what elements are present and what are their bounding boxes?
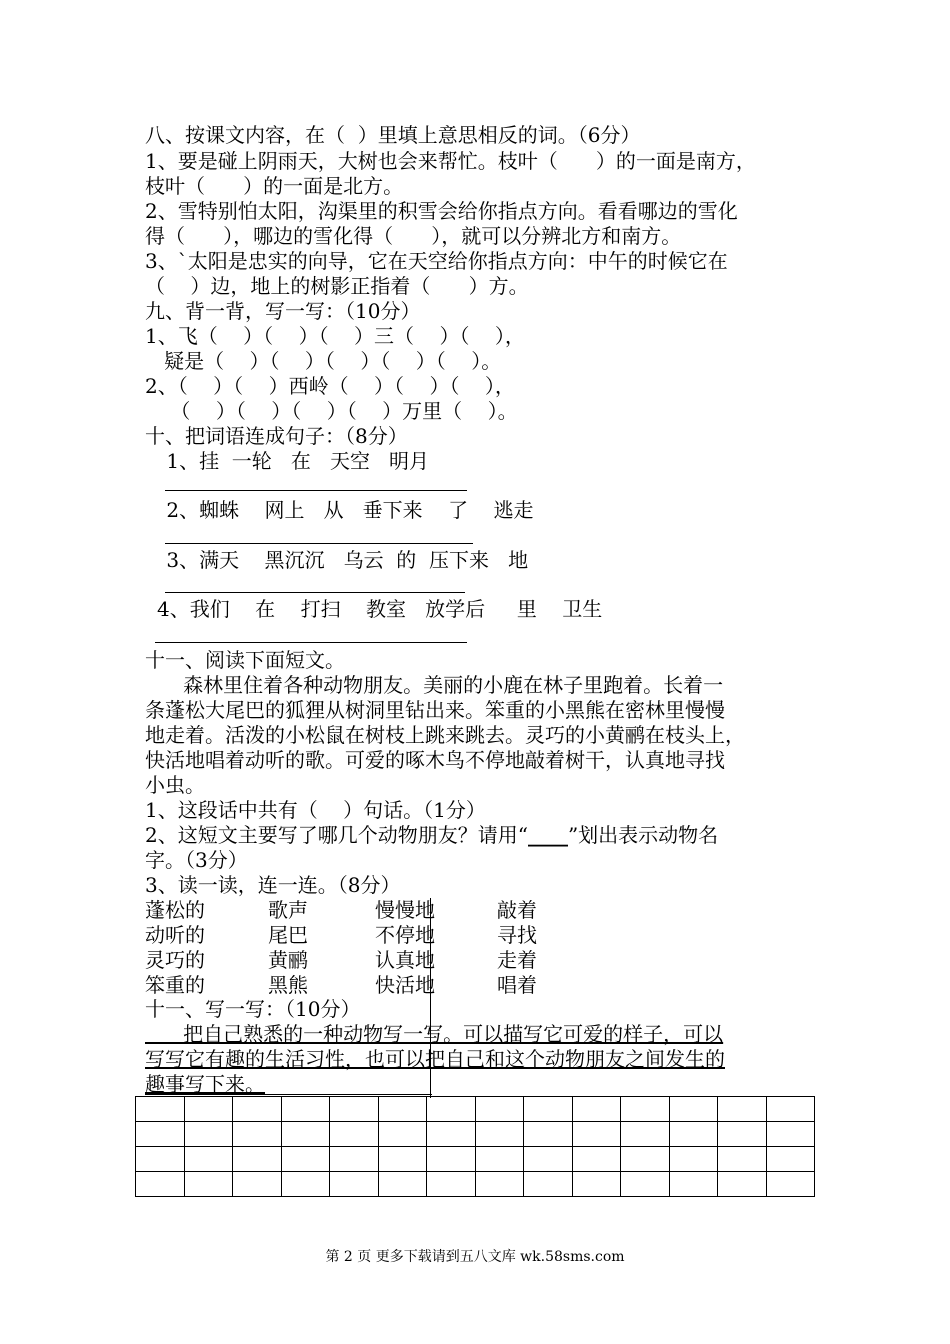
- match-item: 走着: [497, 948, 537, 972]
- section8-title: 八、按课文内容，在（ ）里填上意思相反的词。（6分）: [145, 123, 641, 147]
- answer-line: [165, 490, 467, 491]
- section8-line: 3、`太阳是忠实的向导，它在天空给你指点方向：中午的时候它在: [145, 249, 728, 273]
- question-3: 3、读一读，连一连。（8分）: [145, 873, 401, 897]
- section9-title: 九、背一背，写一写：（10分）: [145, 299, 421, 323]
- passage-line: 小虫。: [145, 773, 205, 797]
- section10-title: 十、把词语连成句子：（8分）: [145, 424, 408, 448]
- section8-line: 2、雪特别怕太阳，沟渠里的积雪会给你指点方向。看看哪边的雪化: [145, 199, 738, 223]
- answer-line: [165, 592, 465, 593]
- match-item: 灵巧的: [145, 948, 205, 972]
- poem-line: 2、（ ）（ ）西岭（ ）（ ）（ ），: [145, 374, 515, 398]
- word-group: 1、挂 一轮 在 天空 明月: [160, 449, 430, 473]
- match-item: 寻找: [497, 923, 537, 947]
- section8-line: 得（ ），哪边的雪化得（ ），就可以分辨北方和南方。: [145, 224, 682, 248]
- match-item: 唱着: [497, 973, 537, 997]
- match-item: 黄鹂: [268, 948, 308, 972]
- question-2: [145, 823, 718, 848]
- word-group: 3、满天 黑沉沉 乌云 的 压下来 地: [160, 548, 529, 572]
- passage-line: 条蓬松大尾巴的狐狸从树洞里钻出来。笨重的小黑熊在密林里慢慢: [145, 698, 725, 722]
- underline-sample: ____: [527, 823, 568, 847]
- writing-prompt: 把自己熟悉的一种动物写一写。可以描写它可爱的样子，可以: [145, 1022, 724, 1046]
- match-item: 快活地: [375, 973, 435, 997]
- poem-line: 1、飞（ ）（ ）（ ）三（ ）（ ），: [145, 324, 525, 348]
- section8-line: 1、要是碰上阴雨天，大树也会来帮忙。枝叶（ ）的一面是南方，: [145, 149, 756, 173]
- match-item: 动听的: [145, 923, 205, 947]
- match-item: 蓬松的: [145, 898, 205, 922]
- writing-grid[interactable]: [135, 1096, 815, 1197]
- match-item: 尾巴: [268, 923, 308, 947]
- answer-line: [155, 642, 467, 643]
- word-group: 2、蜘蛛 网上 从 垂下来 了 逃走: [160, 498, 534, 522]
- match-item: 敲着: [497, 898, 537, 922]
- passage-line: 快活地唱着动听的歌。可爱的啄木鸟不停地敲着树干，认真地寻找: [145, 748, 725, 772]
- question-1: 1、这段话中共有（ ）句话。（1分）: [145, 798, 486, 822]
- poem-line: （ ）（ ）（ ）（ ）万里（ ）。: [145, 399, 518, 423]
- match-item: 不停地: [375, 923, 435, 947]
- word-group: 4、我们 在 打扫 教室 放学后 里 卫生: [157, 597, 603, 621]
- match-item: 慢慢地: [375, 898, 435, 922]
- section11-title: 十一、阅读下面短文。: [145, 648, 345, 672]
- question-2-text: ”划出表示动物名: [567, 823, 719, 847]
- match-item: 笨重的: [145, 973, 205, 997]
- passage-line: 地走着。活泼的小松鼠在树枝上跳来跳去。灵巧的小黄鹂在枝头上，: [145, 723, 745, 747]
- prompt-underline: [145, 1094, 432, 1095]
- section12-title: 十一、写一写：（10分）: [145, 997, 361, 1021]
- section8-line: 枝叶（ ）的一面是北方。: [145, 174, 404, 198]
- answer-line: [165, 543, 473, 544]
- passage-line: 森林里住着各种动物朋友。美丽的小鹿在林子里跑着。长着一: [145, 673, 724, 697]
- match-item: 歌声: [268, 898, 308, 922]
- page-footer: 第 2 页 更多下载请到五八文库 wk.58sms.com: [325, 1249, 625, 1265]
- section8-line: （ ）边，地上的树影正指着（ ）方。: [145, 274, 529, 298]
- match-item: 认真地: [375, 948, 435, 972]
- writing-prompt: 趣事写下来。: [145, 1072, 265, 1096]
- poem-line: 疑是（ ）（ ）（ ）（ ）（ ）。: [145, 349, 502, 373]
- writing-prompt: 写写它有趣的生活习性，也可以把自己和这个动物朋友之间发生的: [145, 1047, 725, 1071]
- question-2-cont: 字。（3分）: [145, 848, 248, 872]
- question-2-text: 2、这短文主要写了哪几个动物朋友？请用“: [145, 823, 528, 847]
- match-item: 黑熊: [268, 973, 308, 997]
